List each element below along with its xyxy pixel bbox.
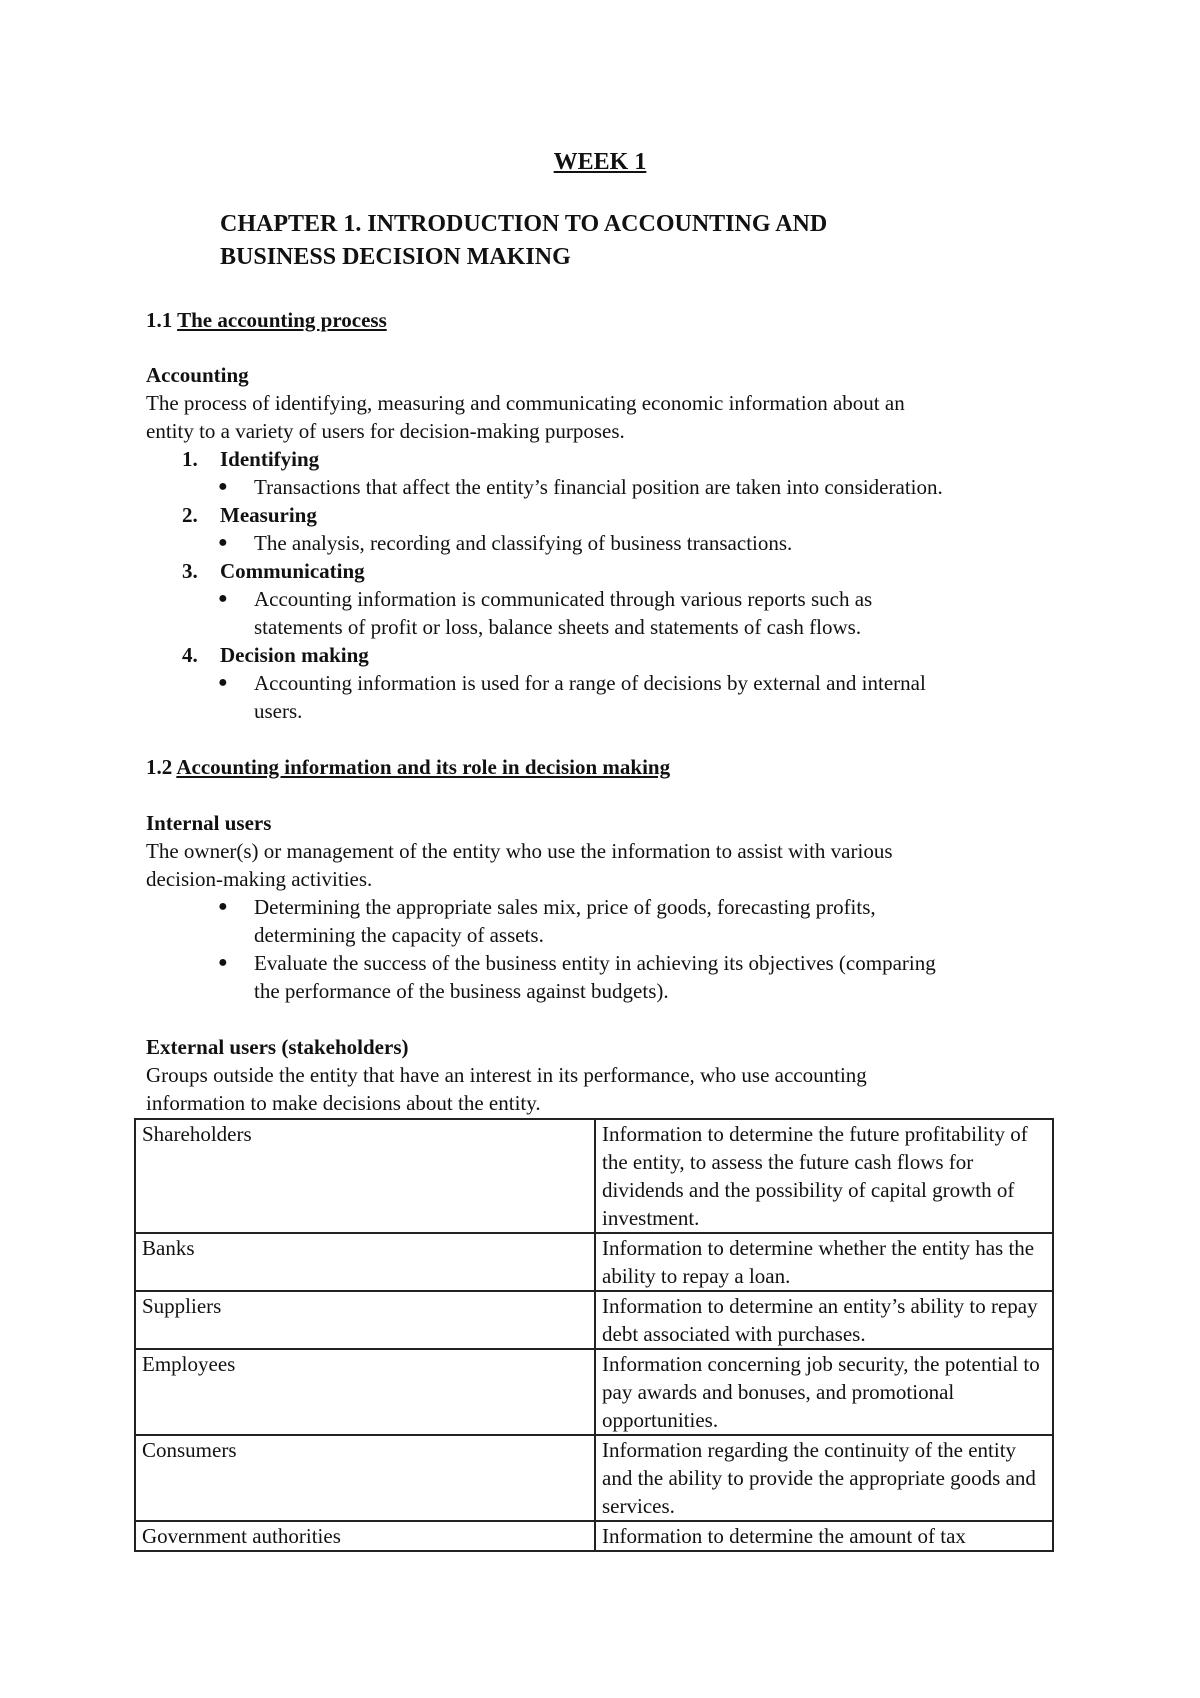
table-row <box>135 1349 1053 1435</box>
external-users-line-1: Groups outside the entity that have an interest in its performance, who use accounting <box>146 1063 867 1087</box>
table-row <box>135 1291 1053 1349</box>
bullet-text: Determining the appropriate sales mix, price of goods, forecasting profits, <box>254 895 876 919</box>
bullet-text: determining the capacity of assets. <box>254 923 544 947</box>
step-label: Communicating <box>220 559 365 583</box>
table-cell-info: Information to determine the future profitability of the entity, to assess the future cash flows for dividends and the possibility of capital growth of investment. <box>595 1119 1053 1233</box>
bullet-icon: ● <box>218 674 228 691</box>
bullet-text: The analysis, recording and classifying of business transactions. <box>254 531 793 555</box>
section-1-1-heading <box>146 306 1086 334</box>
bullet-icon: ● <box>218 898 228 915</box>
bullet-text: Accounting information is used for a range of decisions by external and internal <box>254 671 926 695</box>
section-1-1-number: 1.1 <box>146 308 173 332</box>
bullet-text: statements of profit or loss, balance sheets and statements of cash flows. <box>254 615 862 639</box>
table-row <box>135 1521 1053 1551</box>
bullet-text: Evaluate the success of the business entity in achieving its objectives (comparing <box>254 951 936 975</box>
section-1-2-number: 1.2 <box>146 755 173 779</box>
step-label: Measuring <box>220 503 317 527</box>
table-cell-user: Consumers <box>135 1435 595 1521</box>
bullet-icon: ● <box>218 534 228 551</box>
bullet-text: the performance of the business against budgets). <box>254 979 669 1003</box>
internal-users-line-1: The owner(s) or management of the entity who use the information to assist with various <box>146 839 893 863</box>
table-row <box>135 1233 1053 1291</box>
bullet-text: Accounting information is communicated through various reports such as <box>254 587 873 611</box>
chapter-title <box>220 208 1040 274</box>
step-number: 4. <box>182 643 198 667</box>
table-cell-info: Information regarding the continuity of the entity and the ability to provide the appropriate goods and services. <box>595 1435 1053 1521</box>
step-number: 1. <box>182 447 198 471</box>
internal-users-heading: Internal users <box>146 811 272 835</box>
external-users-line-2: information to make decisions about the entity. <box>146 1091 541 1115</box>
accounting-definition-line-2: entity to a variety of users for decision-making purposes. <box>146 419 625 443</box>
accounting-definition-line-1: The process of identifying, measuring and communicating economic information about an <box>146 391 905 415</box>
section-1-2-title: Accounting information and its role in decision making <box>176 755 671 779</box>
accounting-heading: Accounting <box>146 363 249 387</box>
bullet-text: Transactions that affect the entity’s financial position are taken into consideration. <box>254 475 943 499</box>
table-cell-user: Employees <box>135 1349 595 1435</box>
table-cell-info: Information to determine the amount of tax <box>595 1521 1053 1551</box>
step-label: Decision making <box>220 643 369 667</box>
step-number: 3. <box>182 559 198 583</box>
step-number: 2. <box>182 503 198 527</box>
table-cell-info: Information to determine an entity’s ability to repay debt associated with purchases. <box>595 1291 1053 1349</box>
table-cell-info: Information to determine whether the entity has the ability to repay a loan. <box>595 1233 1053 1291</box>
table-cell-user: Shareholders <box>135 1119 595 1233</box>
bullet-text: users. <box>254 699 303 723</box>
table-row <box>135 1119 1053 1233</box>
chapter-title-line-1: CHAPTER 1. INTRODUCTION TO ACCOUNTING AND <box>220 211 828 237</box>
chapter-title-line-2: BUSINESS DECISION MAKING <box>220 244 571 270</box>
internal-users-line-2: decision-making activities. <box>146 867 373 891</box>
table-cell-user: Banks <box>135 1233 595 1291</box>
section-1-1-title: The accounting process <box>177 308 387 332</box>
table-row <box>135 1435 1053 1521</box>
section-1-2-heading <box>146 753 1086 781</box>
table-cell-info: Information concerning job security, the potential to pay awards and bonuses, and promotional opportunities. <box>595 1349 1053 1435</box>
table-cell-user: Suppliers <box>135 1291 595 1349</box>
external-users-heading: External users (stakeholders) <box>146 1035 409 1059</box>
week-heading: WEEK 1 <box>553 149 647 175</box>
bullet-icon: ● <box>218 954 228 971</box>
step-label: Identifying <box>220 447 320 471</box>
table-cell-user: Government authorities <box>135 1521 595 1551</box>
bullet-icon: ● <box>218 590 228 607</box>
bullet-icon: ● <box>218 478 228 495</box>
external-users-table <box>134 1118 1054 1552</box>
